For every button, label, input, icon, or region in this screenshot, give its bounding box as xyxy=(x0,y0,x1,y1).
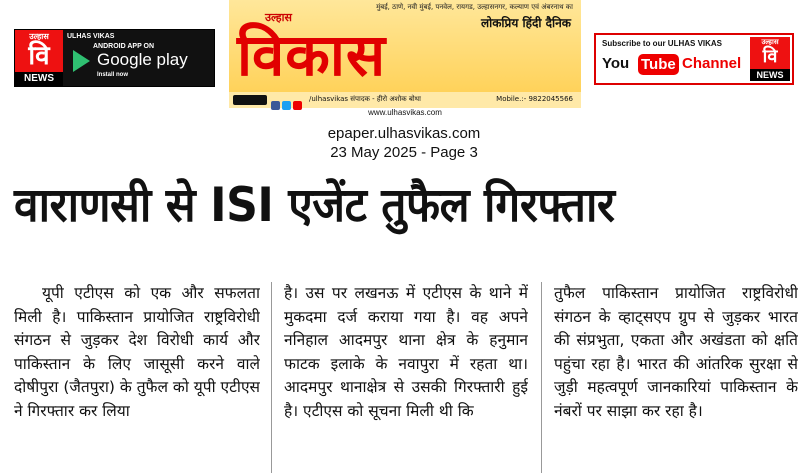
article-body xyxy=(0,282,808,473)
youtube-you-text: You xyxy=(602,55,630,72)
logo-small-text: उल्हास xyxy=(29,32,49,41)
column-divider xyxy=(541,282,542,473)
install-now-text: Install now xyxy=(97,72,129,78)
youtube-channel-text: Channel xyxy=(682,55,742,72)
edition-info xyxy=(0,124,808,162)
article-headline: वाराणसी से ISI एजेंट तुफैल गिरफ्तार xyxy=(14,178,615,233)
masthead-small-name: उल्हास xyxy=(265,11,292,24)
logo-news-text: NEWS xyxy=(15,72,63,86)
masthead-title-area xyxy=(229,0,581,92)
masthead-tagline: लोकप्रिय हिंदी दैनिक xyxy=(480,16,571,30)
youtube-tube-badge: Tube xyxy=(638,54,679,75)
masthead-mobile: Mobile.:- 9822045566 xyxy=(496,95,573,103)
article-column-1: यूपी एटीएस को एक और सफलता मिली है। पाकिस्तान प्रायोजित राष्ट्रविरोधी संगठन से जुड़कर देश विरोधी कार्य और पाकिस्तान के लिए जासूसी करने वाले दोषीपुरा (जैतपुरा) के तुफैल को यूपी एटीएस ने गिरफ्तार कर लिया xyxy=(14,284,260,420)
logo-big-text: वि xyxy=(762,46,778,67)
google-play-mini-icon xyxy=(233,95,267,105)
masthead-info-bar xyxy=(229,92,581,108)
column-divider xyxy=(271,282,272,473)
article-column-3: तुफैल पाकिस्तान प्रायोजित राष्ट्रविरोधी संगठन के व्हाट्सएप ग्रुप से जुड़कर भारत की संप्रभुता, एकता और अखंडता को क्षति पहुंचा रहा है। भारत की आंतरिक सुरक्षा से जुड़ी महत्वपूर्ण जानकारियां पाकिस्तान के नंबरों पर साझा कर रहा है। xyxy=(554,284,798,420)
ulhas-vikas-news-logo xyxy=(750,37,790,81)
logo-big-text: वि xyxy=(28,41,50,71)
google-play-label: Google play xyxy=(97,50,188,69)
article-column-2: है। उस पर लखनऊ में एटीएस के थाने में मुकदमा दर्ज कराया गया है। वह अपने ननिहाल आदमपुर थाना क्षेत्र के हनुमान फाटक इलाके के नवापुरा में रहता था। आदमपुर थानाक्षेत्र से उसकी गिरफ्तारी हुई है। एटीएस को सूचना मिली थी कि xyxy=(284,284,528,420)
logo-small-text: उल्हास xyxy=(761,39,779,46)
newspaper-masthead[interactable] xyxy=(229,0,581,122)
google-play-icon xyxy=(73,50,90,72)
epaper-site[interactable]: epaper.ulhasvikas.com xyxy=(327,125,481,142)
app-brand-name: ULHAS VIKAS xyxy=(67,33,115,40)
masthead-website[interactable]: www.ulhasvikas.com xyxy=(368,108,442,117)
youtube-channel-banner[interactable] xyxy=(594,33,794,85)
edition-date-page: 23 May 2025 - Page 3 xyxy=(330,144,478,161)
masthead-social-handle: /ulhasvikas संपादक - हीरो अशोक बोथा xyxy=(309,95,421,103)
google-play-link[interactable] xyxy=(73,50,213,70)
page-header xyxy=(0,0,808,122)
android-line: ANDROID APP ON xyxy=(93,43,155,50)
app-banner-text xyxy=(67,33,154,50)
android-app-banner[interactable] xyxy=(14,29,215,87)
masthead-name: विकास xyxy=(237,21,387,89)
ulhas-vikas-news-logo xyxy=(15,30,63,86)
logo-news-text: NEWS xyxy=(750,69,790,81)
masthead-cities: मुंबई, ठाणे, नवी मुंबई, पनवेल, रायगड, उल्हासनगर, कल्याण एवं अंबरनाथ का xyxy=(376,3,573,11)
subscribe-text: Subscribe to our ULHAS VIKAS xyxy=(602,39,723,48)
